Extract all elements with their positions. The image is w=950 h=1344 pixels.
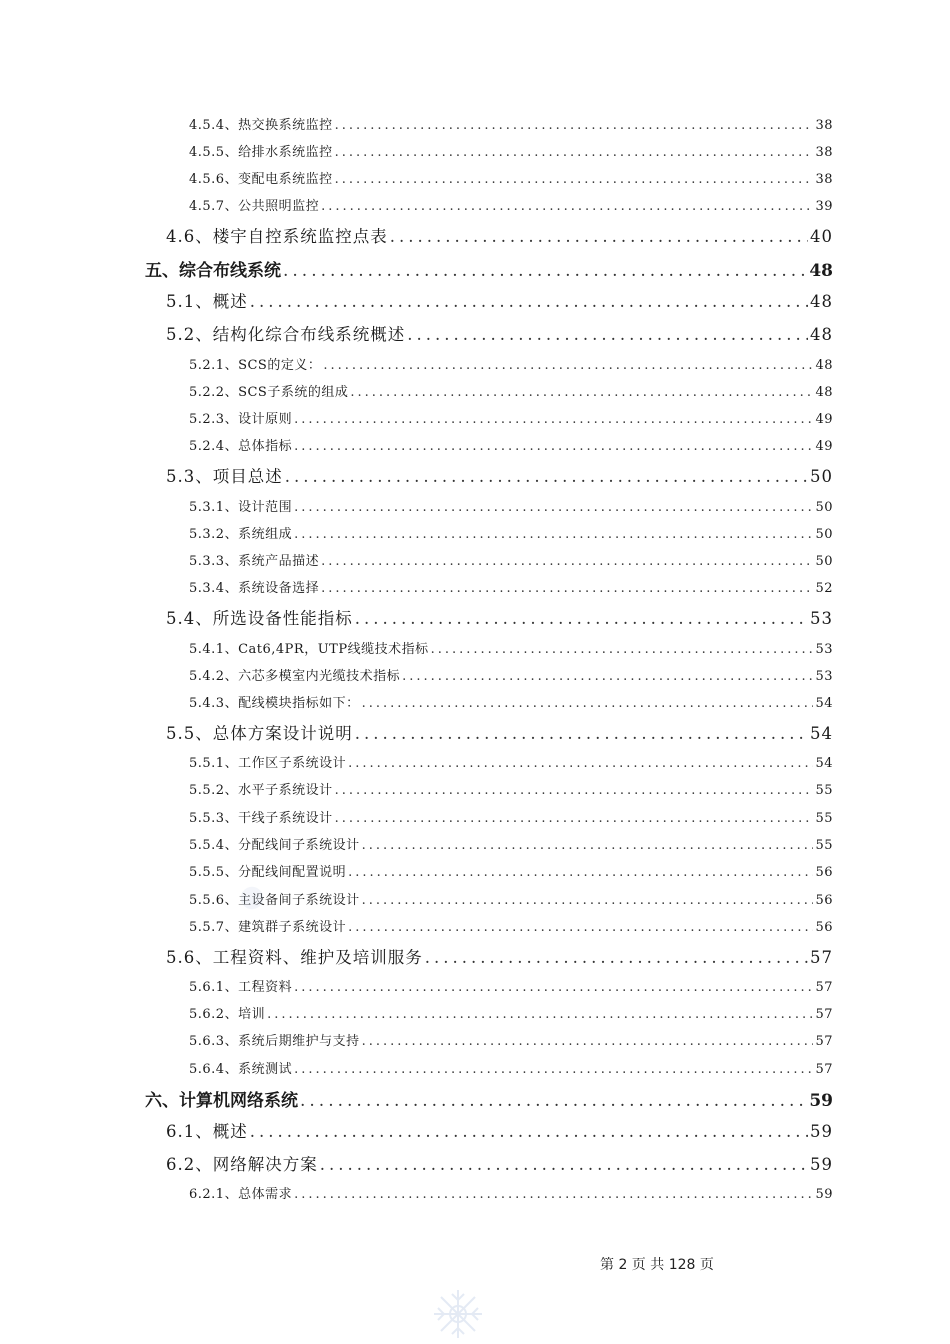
toc-entry-title: 5.2.4、总体指标: [189, 439, 293, 454]
toc-entry[interactable]: [189, 354, 833, 373]
toc-dot-leader: [321, 554, 813, 569]
toc-entry-title: 5.3.1、设计范围: [189, 500, 293, 515]
toc-entry[interactable]: [189, 523, 833, 542]
toc-entry-title: 4.5.4、热交换系统监控: [189, 118, 333, 133]
toc-dot-leader: [283, 261, 807, 281]
toc-entry-page-number: 48: [815, 358, 833, 373]
toc-entry[interactable]: [189, 638, 833, 657]
toc-entry-page-number: 39: [815, 199, 833, 214]
toc-entry[interactable]: [189, 834, 833, 853]
toc-entry-page-number: 50: [815, 527, 833, 542]
toc-entry-page-number: 49: [815, 439, 833, 454]
toc-entry-title: 6.1、概述: [166, 1122, 248, 1141]
toc-entry-page-number: 59: [809, 1091, 833, 1111]
toc-entry-title: 五、综合布线系统: [145, 261, 281, 281]
toc-dot-leader: [362, 838, 814, 853]
toc-entry-title: 6.2.1、总体需求: [189, 1187, 293, 1202]
toc-dot-leader: [390, 227, 808, 246]
toc-entry[interactable]: [189, 1183, 833, 1202]
toc-entry-title: 6.2、网络解决方案: [166, 1155, 318, 1174]
toc-dot-leader: [335, 118, 814, 133]
toc-entry[interactable]: [189, 408, 833, 427]
toc-entry[interactable]: [189, 916, 833, 935]
toc-entry-title: 5.2.1、SCS的定义：: [189, 358, 322, 373]
toc-entry-title: 5.2.3、设计原则: [189, 412, 293, 427]
toc-dot-leader: [250, 292, 808, 311]
toc-entry[interactable]: [166, 463, 833, 487]
toc-entry-page-number: 38: [815, 172, 833, 187]
page-footer: 第 2 页 共 128 页: [600, 1257, 714, 1273]
toc-entry[interactable]: [166, 720, 833, 744]
toc-entry-title: 5.5.4、分配线间子系统设计: [189, 838, 360, 853]
toc-entry[interactable]: [189, 1058, 833, 1077]
toc-entry[interactable]: [145, 256, 833, 281]
toc-entry-page-number: 57: [815, 980, 833, 995]
toc-dot-leader: [425, 948, 808, 967]
toc-entry[interactable]: [189, 976, 833, 995]
toc-dot-leader: [362, 1034, 814, 1049]
toc-entry-page-number: 38: [815, 118, 833, 133]
toc-entry-title: 5.5.3、干线子系统设计: [189, 811, 333, 826]
toc-dot-leader: [294, 500, 813, 515]
toc-entry-title: 5.5.7、建筑群子系统设计: [189, 920, 347, 935]
toc-dot-leader: [294, 980, 813, 995]
toc-entry[interactable]: [145, 1086, 833, 1111]
toc-entry-page-number: 59: [810, 1122, 833, 1141]
toc-entry-page-number: 54: [815, 756, 833, 771]
toc-dot-leader: [250, 1122, 808, 1141]
toc-entry-title: 5.3.3、系统产品描述: [189, 554, 320, 569]
toc-dot-leader: [294, 412, 813, 427]
toc-entry-title: 4.5.5、给排水系统监控: [189, 145, 333, 160]
toc-entry-page-number: 59: [810, 1155, 833, 1174]
watermark-small-icon: [238, 884, 266, 912]
toc-entry-page-number: 54: [810, 724, 833, 743]
toc-entry-page-number: 55: [815, 838, 833, 853]
toc-dot-leader: [407, 325, 808, 344]
toc-entry-page-number: 50: [815, 554, 833, 569]
toc-dot-leader: [355, 724, 808, 743]
toc-entry-title: 5.4.1、Cat6,4PR，UTP线缆技术指标: [189, 642, 429, 657]
toc-dot-leader: [321, 199, 813, 214]
toc-entry-page-number: 48: [810, 325, 833, 344]
toc-entry-title: 5.6.2、培训: [189, 1007, 266, 1022]
toc-dot-leader: [362, 696, 814, 711]
toc-entry-title: 4.5.6、变配电系统监控: [189, 172, 333, 187]
toc-entry-title: 5.2.2、SCS子系统的组成: [189, 385, 349, 400]
toc-entry[interactable]: [189, 1030, 833, 1049]
toc-dot-leader: [348, 756, 813, 771]
snowflake-watermark-icon: [428, 1284, 488, 1344]
toc-dot-leader: [362, 893, 814, 908]
toc-entry[interactable]: [166, 223, 833, 247]
toc-dot-leader: [335, 172, 814, 187]
toc-entry-title: 5.3.4、系统设备选择: [189, 581, 320, 596]
toc-entry-page-number: 54: [815, 696, 833, 711]
toc-entry[interactable]: [189, 807, 833, 826]
toc-entry[interactable]: [189, 889, 833, 908]
toc-entry-title: 5.2、结构化综合布线系统概述: [166, 325, 406, 344]
toc-dot-leader: [402, 669, 813, 684]
toc-entry-title: 5.5.6、主设备间子系统设计: [189, 893, 360, 908]
toc-dot-leader: [335, 783, 814, 798]
toc-dot-leader: [321, 581, 813, 596]
toc-entry-page-number: 56: [815, 865, 833, 880]
toc-entry-page-number: 57: [815, 1062, 833, 1077]
toc-entry[interactable]: [166, 605, 833, 629]
toc-entry-title: 5.6.1、工程资料: [189, 980, 293, 995]
toc-entry[interactable]: [189, 435, 833, 454]
toc-entry-title: 5.3.2、系统组成: [189, 527, 293, 542]
toc-entry-title: 5.4、所选设备性能指标: [166, 609, 353, 628]
toc-entry-page-number: 48: [815, 385, 833, 400]
toc-entry[interactable]: [189, 141, 833, 160]
toc-entry-title: 5.5.2、水平子系统设计: [189, 783, 333, 798]
toc-dot-leader: [348, 920, 813, 935]
toc-entry-page-number: 56: [815, 893, 833, 908]
toc-entry-page-number: 48: [810, 292, 833, 311]
toc-entry[interactable]: [166, 321, 833, 345]
toc-entry-page-number: 49: [815, 412, 833, 427]
toc-entry-title: 5.5.1、工作区子系统设计: [189, 756, 347, 771]
toc-entry-page-number: 56: [815, 920, 833, 935]
toc-entry-page-number: 52: [815, 581, 833, 596]
toc-entry-title: 5.6.3、系统后期维护与支持: [189, 1034, 360, 1049]
toc-entry-title: 4.6、楼宇自控系统监控点表: [166, 227, 388, 246]
toc-dot-leader: [323, 358, 813, 373]
toc-entry-page-number: 40: [810, 227, 833, 246]
toc-dot-leader: [300, 1091, 807, 1111]
toc-entry[interactable]: [189, 752, 833, 771]
toc-dot-leader: [320, 1155, 808, 1174]
toc-entry-page-number: 48: [809, 261, 833, 281]
toc-entry-page-number: 55: [815, 811, 833, 826]
toc-entry[interactable]: [166, 1118, 833, 1142]
toc-dot-leader: [350, 385, 813, 400]
toc-entry-page-number: 38: [815, 145, 833, 160]
toc-entry[interactable]: [189, 577, 833, 596]
toc-entry-title: 5.6、工程资料、维护及培训服务: [166, 948, 423, 967]
toc-entry-page-number: 57: [815, 1007, 833, 1022]
toc-dot-leader: [267, 1007, 813, 1022]
toc-entry-title: 5.5、总体方案设计说明: [166, 724, 353, 743]
toc-entry[interactable]: [189, 861, 833, 880]
toc-entry[interactable]: [189, 665, 833, 684]
toc-entry[interactable]: [166, 288, 833, 312]
toc-entry-title: 4.5.7、公共照明监控: [189, 199, 320, 214]
toc-dot-leader: [294, 1062, 813, 1077]
toc-dot-leader: [285, 467, 808, 486]
toc-entry-page-number: 57: [810, 948, 833, 967]
toc-entry-title: 六、计算机网络系统: [145, 1091, 298, 1111]
toc-entry-page-number: 57: [815, 1034, 833, 1049]
toc-entry[interactable]: [166, 1151, 833, 1175]
toc-dot-leader: [294, 1187, 813, 1202]
toc-dot-leader: [431, 642, 814, 657]
toc-dot-leader: [335, 145, 814, 160]
toc-entry-title: 5.4.3、配线模块指标如下：: [189, 696, 360, 711]
toc-entry[interactable]: [166, 944, 833, 968]
toc-entry[interactable]: [189, 195, 833, 214]
toc-entry-page-number: 53: [815, 669, 833, 684]
toc-entry-title: 5.6.4、系统测试: [189, 1062, 293, 1077]
toc-entry-title: 5.3、项目总述: [166, 467, 283, 486]
toc-entry-title: 5.5.5、分配线间配置说明: [189, 865, 347, 880]
toc-entry-page-number: 50: [810, 467, 833, 486]
toc-entry[interactable]: [189, 1003, 833, 1022]
toc-entry[interactable]: [189, 496, 833, 515]
toc-entry[interactable]: [189, 114, 833, 133]
toc-entry-page-number: 59: [815, 1187, 833, 1202]
toc-entry-page-number: 55: [815, 783, 833, 798]
toc-entry-page-number: 53: [815, 642, 833, 657]
toc-dot-leader: [348, 865, 813, 880]
toc-entry-page-number: 53: [810, 609, 833, 628]
toc-dot-leader: [355, 609, 808, 628]
toc-entry[interactable]: [189, 550, 833, 569]
toc-entry[interactable]: [189, 168, 833, 187]
toc-entry-title: 5.1、概述: [166, 292, 248, 311]
toc-dot-leader: [335, 811, 814, 826]
toc-dot-leader: [294, 527, 813, 542]
toc-entry-title: 5.4.2、六芯多模室内光缆技术指标: [189, 669, 401, 684]
toc-entry[interactable]: [189, 381, 833, 400]
toc-entry[interactable]: [189, 779, 833, 798]
toc-entry[interactable]: [189, 692, 833, 711]
toc-entry-page-number: 50: [815, 500, 833, 515]
toc-dot-leader: [294, 439, 813, 454]
